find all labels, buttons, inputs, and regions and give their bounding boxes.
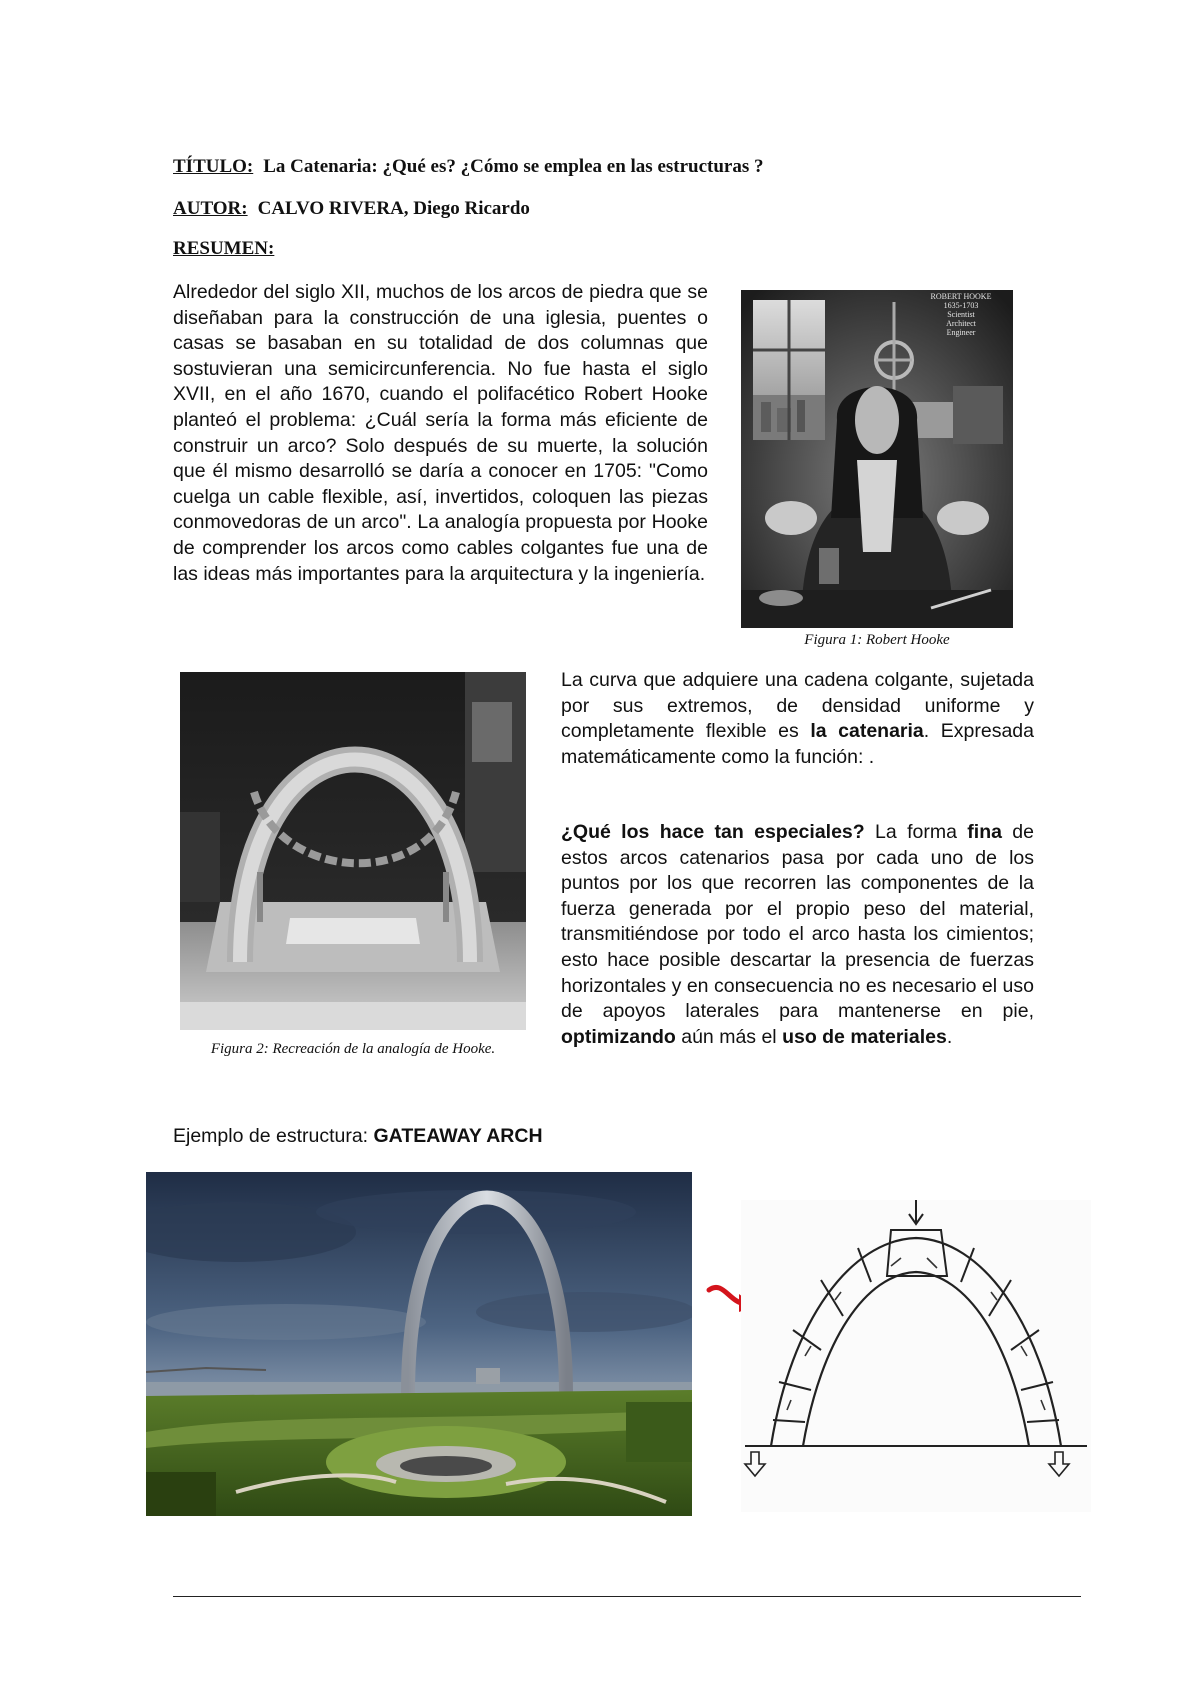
intro-text: Alrededor del siglo XII, muchos de los arcos de piedra que se diseñaban para la construcción de una iglesia, puentes o casas se basaban en su totalidad de dos columnas que sostuvieran una semicircunferencia. No fue hasta el siglo XVII, en el año 1670, cuando el polifacético Robert Hooke planteó el problema: ¿Cuál sería la forma más eficiente de construir un arco? Solo después de su muerte, la solución que él mismo desarrolló se daría a conocer en 1705: "Como cuelga un cable flexible, así, invertidos, coloquen las piezas conmovedoras de un arco". La analogía propuesta por Hooke de comprender los arcos como cables colgantes fue una de las ideas más importantes para la arquitectura y la ingeniería. [173, 281, 708, 585]
title-line [173, 156, 1073, 178]
catenary-text-2: . Expresada matemáticamente como la función: . [561, 720, 1034, 768]
page-title: La Catenaria: ¿Qué es? ¿Cómo se emplea en las estructuras ? [263, 156, 764, 177]
catenary-text-1: La curva que adquiere una cadena colgante, sujetada por sus extremos, de densidad uniforme y completamente flexible es [561, 669, 1034, 743]
footer-rule [173, 1596, 1081, 1597]
title-key: TÍTULO: [173, 156, 254, 177]
catenary-paragraph [561, 668, 1034, 770]
catenary-term: la catenaria [810, 720, 924, 743]
summary-line [173, 238, 284, 260]
figure1-portrait-image [741, 290, 1013, 628]
author-line [173, 198, 1073, 220]
summary-key: RESUMEN: [173, 238, 275, 259]
author-name: CALVO RIVERA, Diego Ricardo [257, 198, 530, 219]
arch-force-sketch [741, 1200, 1091, 1512]
inscription-line: Engineer [946, 328, 976, 337]
special-text-1: La forma [864, 821, 968, 843]
example-label: Ejemplo de estructura: [173, 1125, 374, 1147]
example-name: GATEAWAY ARCH [373, 1125, 543, 1147]
special-question: ¿Qué los hace tan especiales? [561, 821, 865, 843]
figure1-caption: Figura 1: Robert Hooke [804, 632, 950, 648]
figure2-arch-chain-image [180, 672, 526, 1030]
figure2-caption: Figura 2: Recreación de la analogía de Hooke. [210, 1041, 496, 1057]
example-line [173, 1124, 873, 1150]
special-bold-optimizando: optimizando [561, 1025, 676, 1048]
inscription-line: ROBERT HOOKE [930, 292, 992, 301]
special-paragraph [561, 820, 1034, 1050]
special-text-2: de estos arcos catenarios pasa por cada uno de los puntos por los que recorren las componentes de la fuerza generada por el propio peso del material, transmitiéndose por todo el arco hasta los cimientos; esto hace posible descartar la presencia de fuerzas horizontales y en consecuencia no es necesario el uso de apoyos laterales para mantenerse en pie, [561, 821, 1034, 1023]
gateway-arch-photo [146, 1172, 692, 1516]
special-text-3: aún más el [675, 1025, 783, 1048]
inscription-line: Architect [946, 319, 976, 328]
special-bold-fina: fina [967, 821, 1002, 843]
intro-paragraph [173, 280, 708, 587]
author-key: AUTOR: [173, 198, 248, 219]
portrait-inscription [915, 292, 1007, 337]
inscription-line: 1635-1703 [943, 301, 979, 310]
special-text-4: . [946, 1025, 953, 1048]
inscription-line: Scientist [947, 310, 975, 319]
special-bold-uso: uso de materiales [782, 1025, 947, 1048]
